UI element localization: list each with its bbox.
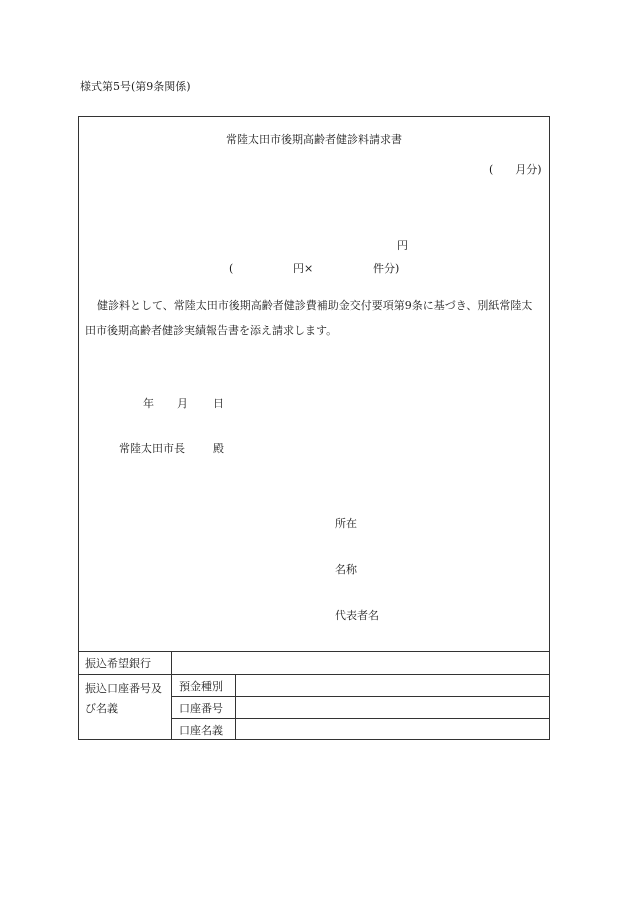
addressee-name: 常陸太田市長 [119,442,185,455]
account-holder-input[interactable] [236,719,548,738]
amount-yen-label: 円 [397,239,408,252]
request-form [78,116,550,740]
applicant-representative-label: 代表者名 [335,609,379,622]
billing-month: ( 月分) [489,163,542,176]
date-month: 月 [177,397,188,410]
account-label: 振込口座番号及び名義 [85,682,162,715]
bank-input[interactable] [172,652,548,673]
form-number: 様式第5号(第9条関係) [80,80,191,93]
account-number-label: 口座番号 [179,702,223,715]
deposit-type-label: 預金種別 [179,680,223,693]
unit-price-label: 円× [293,262,314,275]
date-year: 年 [143,397,154,410]
applicant-name-label: 名称 [335,563,357,576]
account-holder-label: 口座名義 [179,724,223,737]
request-statement: 健診料として、常陸太田市後期高齢者健診費補助金交付要項第9条に基づき、別紙常陸太田市後期高齢者健診実績報告書を添え請求します。 [85,299,533,337]
account-number-input[interactable] [236,697,548,717]
addressee-honorific: 殿 [213,442,224,455]
deposit-type-input[interactable] [236,675,548,695]
bank-label: 振込希望銀行 [85,657,151,670]
form-title: 常陸太田市後期高齢者健診料請求書 [226,133,402,146]
amount-paren-open: ( [229,262,234,275]
applicant-address-label: 所在 [335,517,357,530]
date-day: 日 [213,397,224,410]
count-label: 件分) [373,262,400,275]
